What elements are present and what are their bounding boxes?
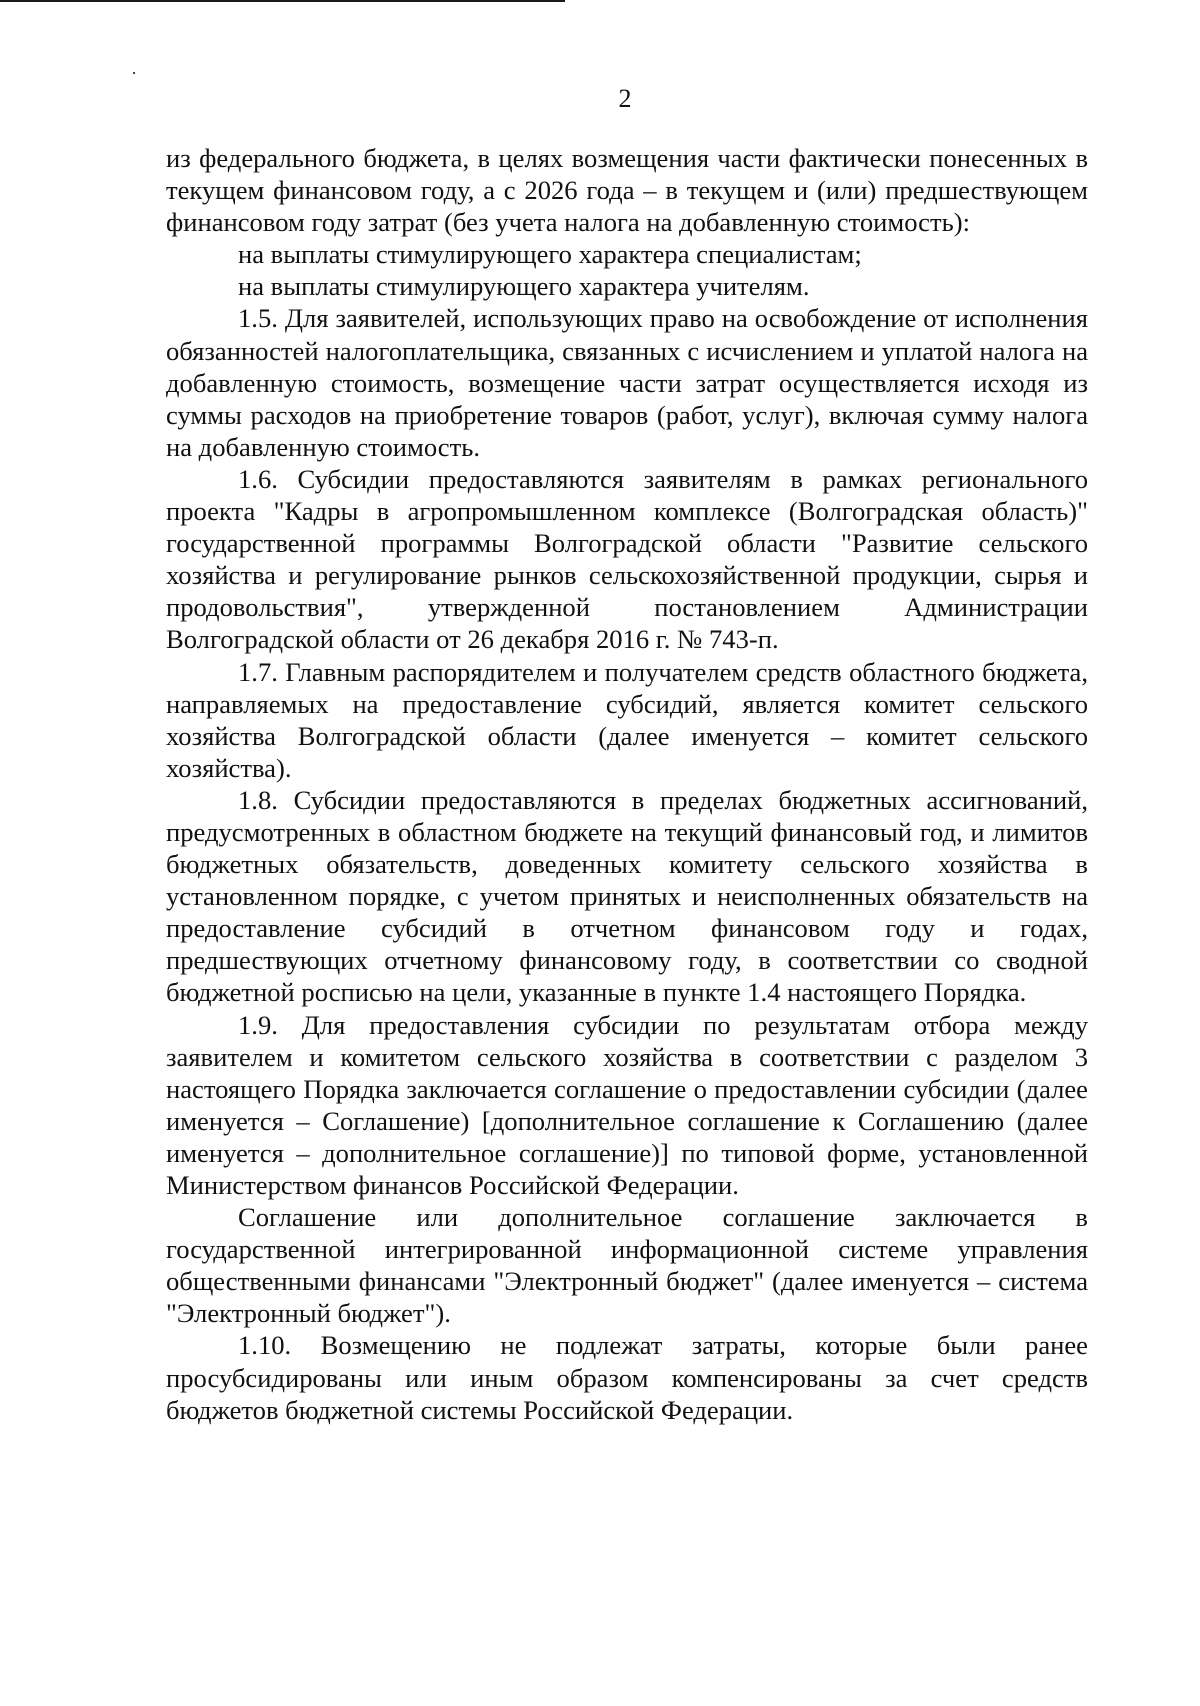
list-item-teachers: на выплаты стимулирующего характера учителям. <box>238 271 810 302</box>
paragraph-1-6: 1.6. Субсидии предоставляются заявителям в рамках регионального проекта "Кадры в агропромышленном комплексе (Волгоградская область)" государственной программы Волгоградской области "Развитие сельского хозяйства и регулирование рынков сельскохозяйственной продукции, сырья и продовольствия", утвержденной постановлением Администрации Волгоградской области от 26 декабря 2016 г. № 743-п. <box>166 463 1088 655</box>
page-number: 2 <box>618 84 632 113</box>
paragraph-agreement-system: Соглашение или дополнительное соглашение заключается в государственной интегрированной информационной системе управления общественными финансами "Электронный бюджет" (далее именуется – система "Электронный бюджет"). <box>166 1202 1088 1329</box>
paragraph-1-9: 1.9. Для предоставления субсидии по результатам отбора между заявителем и комитетом сельского хозяйства в соответствии с разделом 3 настоящего Порядка заключается соглашение о предоставлении субсидии (далее именуется – Соглашение) [дополнительное соглашение к Соглашению (далее именуется – дополнительное соглашение)] по типовой форме, установленной Министерством финансов Российской Федерации. <box>166 1009 1088 1200</box>
list-item-specialists: на выплаты стимулирующего характера специалистам; <box>238 239 862 270</box>
document-body <box>166 142 1088 1426</box>
paragraph-1-7: 1.7. Главным распорядителем и получателем средств областного бюджета, направляемых на предоставление субсидий, является комитет сельского хозяйства Волгоградской области (далее именуется – комитет сельского хозяйства). <box>166 656 1088 783</box>
paragraph-continuation: из федерального бюджета, в целях возмещения части фактически понесенных в текущем финансовом году, а с 2026 года – в текущем и (или) предшествующем финансовом году затрат (без учета налога на добавленную стоимость): <box>166 143 1088 238</box>
paragraph-1-8: 1.8. Субсидии предоставляются в пределах бюджетных ассигнований, предусмотренных в областном бюджете на текущий финансовый год, и лимитов бюджетных обязательств, доведенных комитету сельского хозяйства в установленном порядке, с учетом принятых и неисполненных обязательств на предоставление субсидий в отчетном финансовом году и годах, предшествующих отчетному финансовому году, в соответствии со сводной бюджетной росписью на цели, указанные в пункте 1.4 настоящего Порядка. <box>166 784 1088 1008</box>
paragraph-1-10: 1.10. Возмещению не подлежат затраты, которые были ранее просубсидированы или иным образом компенсированы за счет средств бюджетов бюджетной системы Российской Федерации. <box>166 1330 1088 1425</box>
paragraph-1-5: 1.5. Для заявителей, использующих право на освобождение от исполнения обязанностей налогоплательщика, связанных с исчислением и уплатой налога на добавленную стоимость, возмещение части затрат осуществляется исходя из суммы расходов на приобретение товаров (работ, услуг), включая сумму налога на добавленную стоимость. <box>166 303 1088 462</box>
